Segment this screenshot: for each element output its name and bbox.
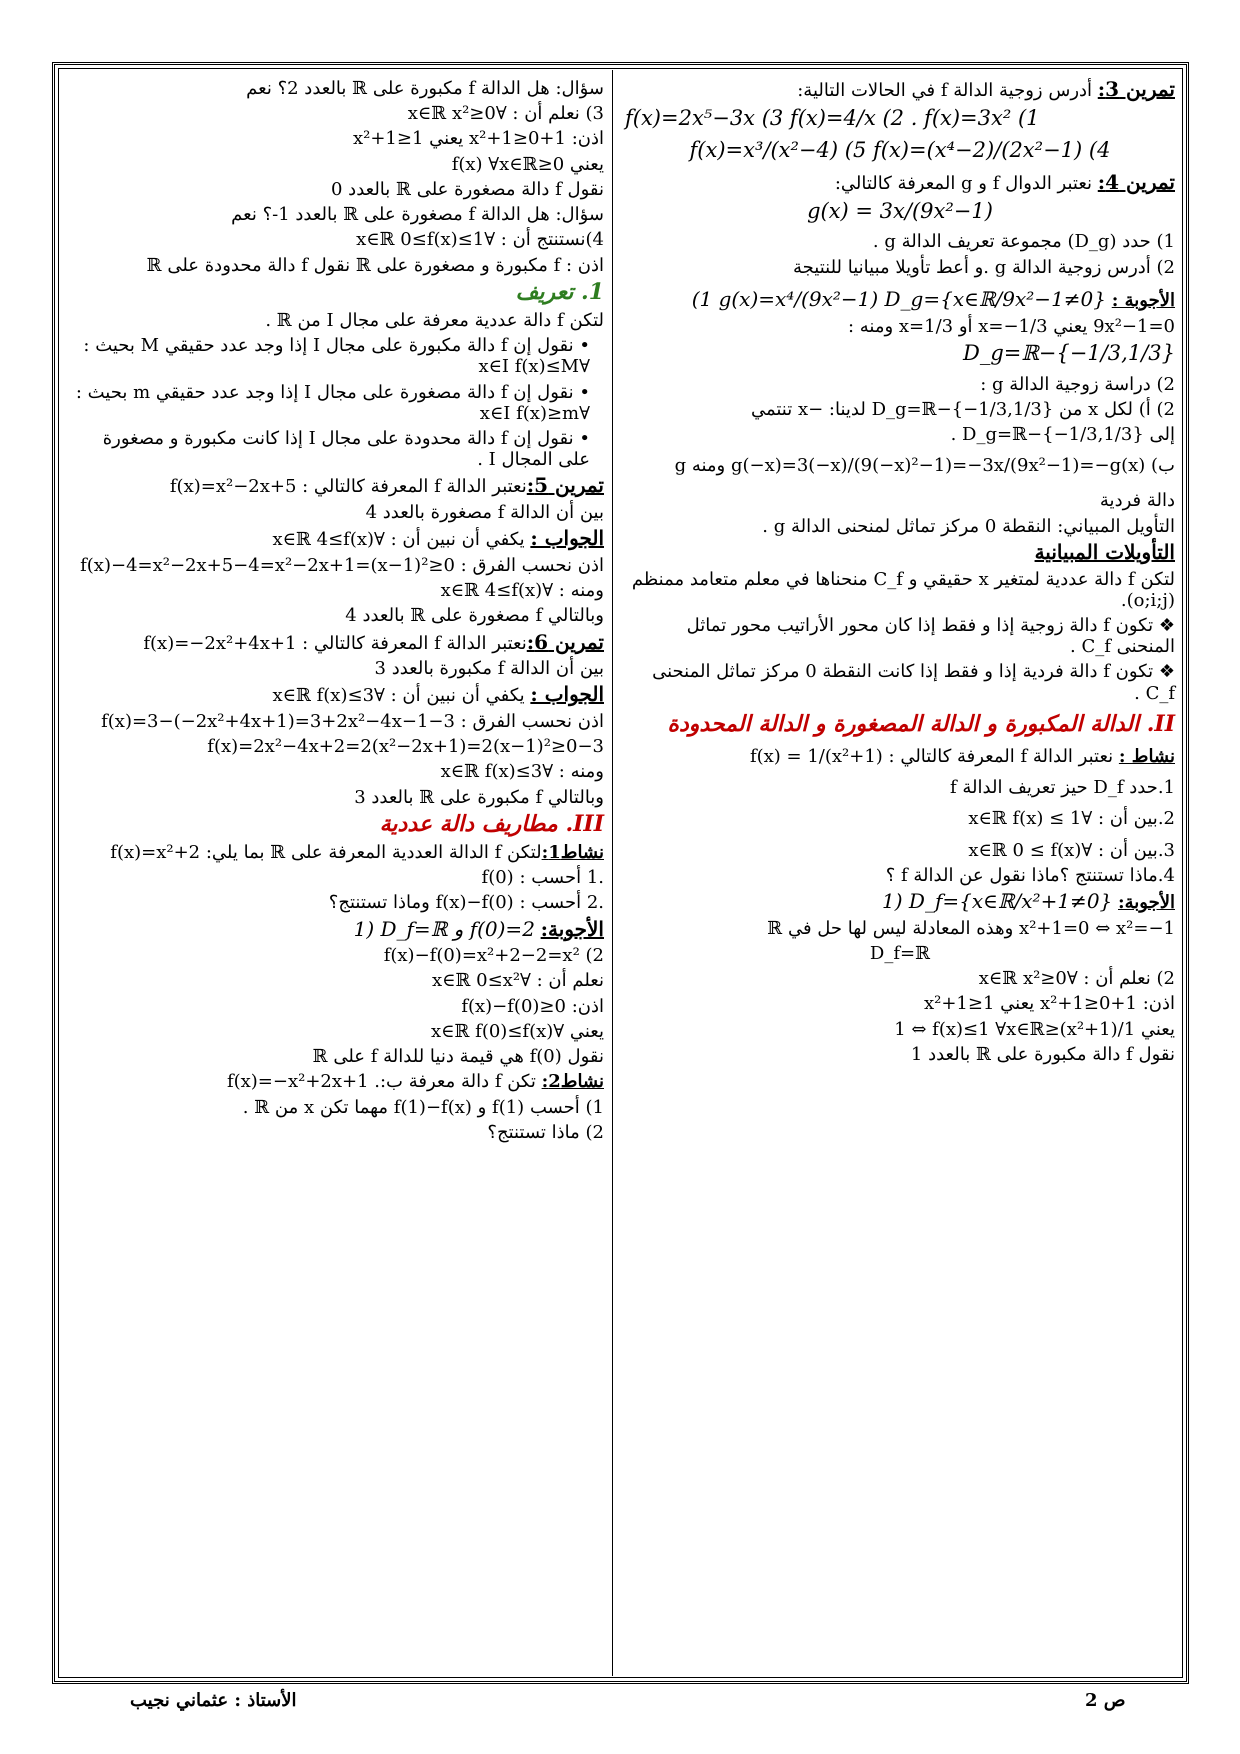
activity-1-answer-6: نقول f(0) هي قيمة دنيا للدالة f على ℝ xyxy=(312,1046,604,1068)
exercise-5-title: تمرين 5: xyxy=(526,473,604,498)
exercise-6-answer-3: 3−f(x)=2x²−4x+2=2(x²−2x+1)=2(x−1)²≥0 xyxy=(207,736,604,758)
answer-2b: ب) g(−x)=3(−x)/(9(−x)²−1)=−3x/(9x²−1)=−g(x) ومنه g xyxy=(674,455,1175,477)
activity-1-answer-3: نعلم أن : ∀x∈ℝ 0≤x² xyxy=(431,970,604,992)
exercise-6-answer-4: ومنه : ∀x∈ℝ f(x)≤3 xyxy=(440,761,604,783)
answer-1-domain: D_g=ℝ−{−1/3,1/3} xyxy=(962,340,1175,365)
question-major-2: سؤال: هل الدالة f مكبورة على ℝ بالعدد 2؟ نعم xyxy=(246,78,604,99)
answer-1-solve: 9x²−1=0 يعني x=−1/3 أو x=1/3 ومنه : xyxy=(847,315,1175,337)
activity-question-4: 4.ماذا تستنتج ؟ماذا نقول عن الدالة f ؟ xyxy=(885,864,1175,886)
activity-answer-1c: D_f=ℝ xyxy=(869,942,931,964)
exercise-6-text: نعتبر الدالة f المعرفة كالتالي : f(x)=−2x²+4x+1 xyxy=(143,632,527,654)
exercise-4-text: نعتبر الدوال f و g المعرفة كالتالي: xyxy=(834,173,1093,195)
activity-1-answers-title: الأجوبة: xyxy=(540,916,604,941)
activity-text: نعتبر الدالة f المعرفة كالتالي : f(x) = 1/(x²+1) xyxy=(749,745,1114,767)
answer-2c: دالة فردية xyxy=(1099,490,1175,512)
exercise-5-answer-label: الجواب : xyxy=(530,526,604,551)
activity-question-1: 1.حدد D_f حيز تعريف الدالة f xyxy=(950,777,1175,799)
activity-question-2: 2.بين أن : ∀x∈ℝ f(x) ≤ 1 xyxy=(968,808,1175,830)
exercise-6-answer-5: وبالتالي f مكبورة على ℝ بالعدد 3 xyxy=(354,786,604,808)
exercise-6-answer-2: اذن نحسب الفرق : 3−f(x)=3−(−2x²+4x+1)=3+2x²−4x−1 xyxy=(101,711,604,733)
answers-title: الأجوبة : xyxy=(1111,289,1175,311)
exercise-6-question: بين أن الدالة f مكبورة بالعدد 3 xyxy=(374,658,604,680)
activity-1-answer-1: 1) D_f=ℝ و f(0)=2 xyxy=(353,916,535,941)
right-column xyxy=(625,78,1175,1069)
answer-1: (1 g(x)=x⁴/(9x²−1) D_g={x∈ℝ/9x²−1≠0} xyxy=(691,286,1106,311)
exercise-3-text: أدرس زوجية الدالة f في الحالات التالية: xyxy=(797,80,1093,101)
exercise-4-title: تمرين 4: xyxy=(1097,170,1175,195)
exercise-6-title: تمرين 6: xyxy=(526,629,604,654)
page-number: ص 2 xyxy=(1085,1690,1126,1711)
author-name: الأستاذ : عثماني نجيب xyxy=(130,1690,297,1711)
answer-2a-cont: إلى D_g=ℝ−{−1/3,1/3} . xyxy=(950,424,1175,446)
activity-answer-2: 2) نعلم أن : ∀x∈ℝ x²≥0 xyxy=(978,968,1175,990)
exercise-5-answer-3: ومنه : ∀x∈ℝ 4≤f(x) xyxy=(440,580,604,602)
activity-1-question-2: .2 أحسب : f(x)−f(0) وماذا تستنتج؟ xyxy=(328,892,604,914)
definition-major: • نقول إن f دالة مكبورة على مجال I إذا وجد عدد حقيقي M بحيث : ∀x∈I f(x)≤M xyxy=(83,335,590,378)
step-3d: نقول f دالة مصغورة على ℝ بالعدد 0 xyxy=(331,178,604,200)
activity-1-answer-2: 2) f(x)−f(0)=x²+2−2=x² xyxy=(383,945,604,967)
exercise-4-question-1: 1) حدد (D_g) مجموعة تعريف الدالة g . xyxy=(872,231,1175,253)
exercise-6-answer-label: الجواب : xyxy=(530,682,604,707)
column-divider xyxy=(612,70,613,1676)
section-2-title: II. الدالة المكبورة و الدالة المصغورة و الدالة المحدودة xyxy=(667,710,1175,737)
exercise-3-functions-1: f(x)=2x⁵−3x (3 f(x)=4/x (2 . f(x)=3x² (1 xyxy=(625,105,1040,130)
answer-2a: 2) أ) لكل x من D_g=ℝ−{−1/3,1/3} لدينا: −x تنتمي xyxy=(750,398,1175,420)
activity-answer-2d: نقول f دالة مكبورة على ℝ بالعدد 1 xyxy=(910,1043,1175,1065)
step-3: 3) نعلم أن : ∀x∈ℝ x²≥0 xyxy=(407,103,604,125)
activity-answer-2c: يعني 1/(x²+1)≤1 ⇔ f(x)≤1 ∀x∈ℝ xyxy=(894,1018,1175,1040)
step-3c: يعني 0≤f(x) ∀x∈ℝ xyxy=(451,153,604,175)
activity-2-question-1: 1) أحسب f(1) و f(1)−f(x) مهما تكن x من ℝ . xyxy=(242,1096,604,1118)
definition-text: لتكن f دالة عددية معرفة على مجال I من ℝ . xyxy=(265,309,604,331)
exercise-5-answer-2: اذن نحسب الفرق : f(x)−4=x²−2x+5−4=x²−2x+1=(x−1)²≥0 xyxy=(80,554,604,576)
definition-bounded: • نقول إن f دالة محدودة على مجال I إذا كانت مكبورة و مصغورة على المجال I . xyxy=(102,428,590,471)
exercise-5-answer-1: يكفي أن نبين أن : ∀x∈ℝ 4≤f(x) xyxy=(272,529,525,551)
step-4: 4)نستنتج أن : ∀x∈ℝ 0≤f(x)≤1 xyxy=(356,229,604,251)
activity-1-question-1: .1 أحسب : f(0) xyxy=(481,867,604,889)
activity-2-text: تكن f دالة معرفة ب:. f(x)=−x²+2x+1 xyxy=(226,1071,536,1093)
activity-2-title: نشاط2: xyxy=(541,1071,604,1093)
exercise-4-question-2: 2) أدرس زوجية الدالة g .و أعط تأويلا مبيانيا للنتيجة xyxy=(793,256,1175,278)
activity-2-question-2: 2) ماذا تستنتج؟ xyxy=(487,1121,604,1143)
interpretation-title: التأويلات المبيانية xyxy=(1034,539,1175,564)
exercise-5-text: نعتبر الدالة f المعرفة كالتالي : f(x)=x²−2x+5 xyxy=(169,476,527,498)
activity-1-title: نشاط1: xyxy=(541,841,604,863)
activity-answer-1: 1) D_f={x∈ℝ/x²+1≠0} xyxy=(882,889,1113,914)
activity-answer-1b: x²+1=0 ⇔ x²=−1 وهذه المعادلة ليس لها حل في ℝ xyxy=(767,917,1175,939)
interpretation-odd: ❖ تكون f دالة فردية إذا و فقط إذا كانت النقطة 0 مركز تماثل المنحنى C_f . xyxy=(652,661,1175,704)
interpretation-text: لتكن f دالة عددية لمتغير x حقيقي و C_f منحناها في معلم متعامد ممنظم (o;i;j). xyxy=(631,568,1175,611)
exercise-6-answer-1: يكفي أن نبين أن : ∀x∈ℝ f(x)≤3 xyxy=(272,685,525,707)
activity-1-answer-5: يعني ∀x∈ℝ f(0)≤f(x) xyxy=(431,1020,604,1042)
activity-answer-2b: اذن: x²+1≥0+1 يعني x²+1≥1 xyxy=(923,993,1175,1015)
exercise-3-functions-2: f(x)=x³/(x²−4) (5 f(x)=(x⁴−2)/(2x²−1) (4 xyxy=(689,138,1111,163)
activity-1-text: لتكن f الدالة العددية المعرفة على ℝ بما يلي: f(x)=x²+2 xyxy=(110,841,542,863)
exercise-5-answer-4: وبالتالي f مصغورة على ℝ بالعدد 4 xyxy=(345,605,604,627)
step-4b: اذن : f مكبورة و مصغورة على ℝ نقول f دالة محدودة على ℝ xyxy=(146,254,604,276)
activity-question-3: 3.بين أن : ∀x∈ℝ 0 ≤ f(x) xyxy=(968,839,1175,861)
activity-answers-title: الأجوبة: xyxy=(1118,892,1175,914)
exercise-4-definition: g(x) = 3x/(9x²−1) xyxy=(807,198,993,223)
answer-2d: التأويل المبياني: النقطة 0 مركز تماثل لمنحنى الدالة g . xyxy=(762,515,1175,537)
section-3-title: III. مطاريف دالة عددية xyxy=(379,810,604,837)
interpretation-even: ❖ تكون f دالة زوجية إذا و فقط إذا كان محور الأراتيب محور تماثل المنحنى C_f . xyxy=(686,615,1175,658)
activity-1-answer-4: اذن: f(x)−f(0)≥0 xyxy=(461,995,604,1017)
step-3b: اذن: x²+1≥0+1 يعني x²+1≥1 xyxy=(352,128,604,150)
left-column xyxy=(66,78,604,1147)
definition-title: 1. تعريف xyxy=(515,278,604,305)
exercise-3-title: تمرين 3: xyxy=(1097,77,1175,101)
question-minor: سؤال: هل الدالة f مصغورة على ℝ بالعدد 1-؟ نعم xyxy=(231,204,604,226)
definition-minor: • نقول إن f دالة مصغورة على مجال I إذا وجد عدد حقيقي m بحيث : ∀x∈I f(x)≥m xyxy=(75,381,590,424)
activity-title: نشاط : xyxy=(1118,745,1175,767)
answer-2-title: 2) دراسة زوجية الدالة g : xyxy=(980,373,1175,395)
exercise-5-question: بين أن الدالة f مصغورة بالعدد 4 xyxy=(365,502,604,524)
